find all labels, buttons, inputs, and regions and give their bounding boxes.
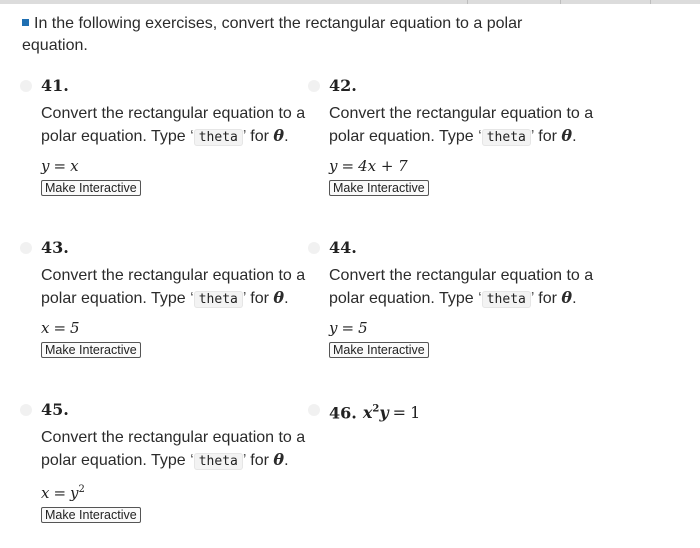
make-interactive-button[interactable]: Make Interactive	[329, 180, 429, 196]
equation: y = 4x + 7	[329, 157, 408, 175]
exercise-number: 42.	[329, 76, 357, 95]
make-interactive-button[interactable]: Make Interactive	[41, 342, 141, 358]
exercise-number: 41.	[41, 76, 69, 95]
intro-text: In the following exercises, convert the rectangular equation to a polar equation.	[22, 15, 523, 54]
exercise-description: Convert the rectangular equation to a polar equation. Type ‘ theta ’ for θ.	[41, 429, 306, 469]
make-interactive-button[interactable]: Make Interactive	[329, 342, 429, 358]
exercise-number: 45.	[41, 400, 69, 419]
theta-symbol: θ	[273, 287, 285, 307]
exercise-number: 44.	[329, 238, 357, 257]
code-theta: theta	[194, 453, 243, 470]
exercise-43	[41, 239, 311, 359]
exercise-description: Convert the rectangular equation to a polar equation. Type ‘ theta ’ for θ.	[41, 105, 306, 145]
exercise-42	[329, 77, 599, 197]
code-theta: theta	[194, 291, 243, 308]
theta-symbol: θ	[561, 287, 573, 307]
exercise-anchor-icon	[308, 404, 320, 416]
theta-symbol: θ	[273, 125, 285, 145]
exercise-45	[41, 401, 311, 524]
exercise-44	[329, 239, 599, 359]
exercise-description: Convert the rectangular equation to a polar equation. Type ‘ theta ’ for θ.	[329, 105, 594, 145]
inline-equation: $x^2y = 1$	[362, 403, 421, 423]
code-theta: theta	[482, 129, 531, 146]
exercise-description: Convert the rectangular equation to a polar equation. Type ‘ theta ’ for θ.	[329, 267, 594, 307]
equation: y = x	[41, 157, 79, 175]
exercise-number: 43.	[41, 238, 69, 257]
exercise-41	[41, 77, 311, 197]
theta-symbol: θ	[561, 125, 573, 145]
exercise-46	[329, 401, 599, 422]
equation: y = 5	[329, 319, 368, 337]
exercise-description: Convert the rectangular equation to a polar equation. Type ‘ theta ’ for θ.	[41, 267, 306, 307]
code-theta: theta	[482, 291, 531, 308]
make-interactive-button[interactable]: Make Interactive	[41, 180, 141, 196]
exercise-number-with-equation: 46. $x^2y = 1$	[329, 403, 421, 423]
exercise-anchor-icon	[308, 80, 320, 92]
equation: x = 5	[41, 319, 80, 337]
top-divider	[0, 0, 700, 4]
exercise-anchor-icon	[308, 242, 320, 254]
exercise-anchor-icon	[20, 80, 32, 92]
equation: $x = y^2$	[41, 484, 85, 502]
code-theta: theta	[194, 129, 243, 146]
exercise-anchor-icon	[20, 242, 32, 254]
exercise-anchor-icon	[20, 404, 32, 416]
make-interactive-button[interactable]: Make Interactive	[41, 507, 141, 523]
theta-symbol: θ	[273, 449, 285, 469]
section-intro	[22, 13, 592, 57]
bullet-square-icon	[22, 19, 29, 26]
